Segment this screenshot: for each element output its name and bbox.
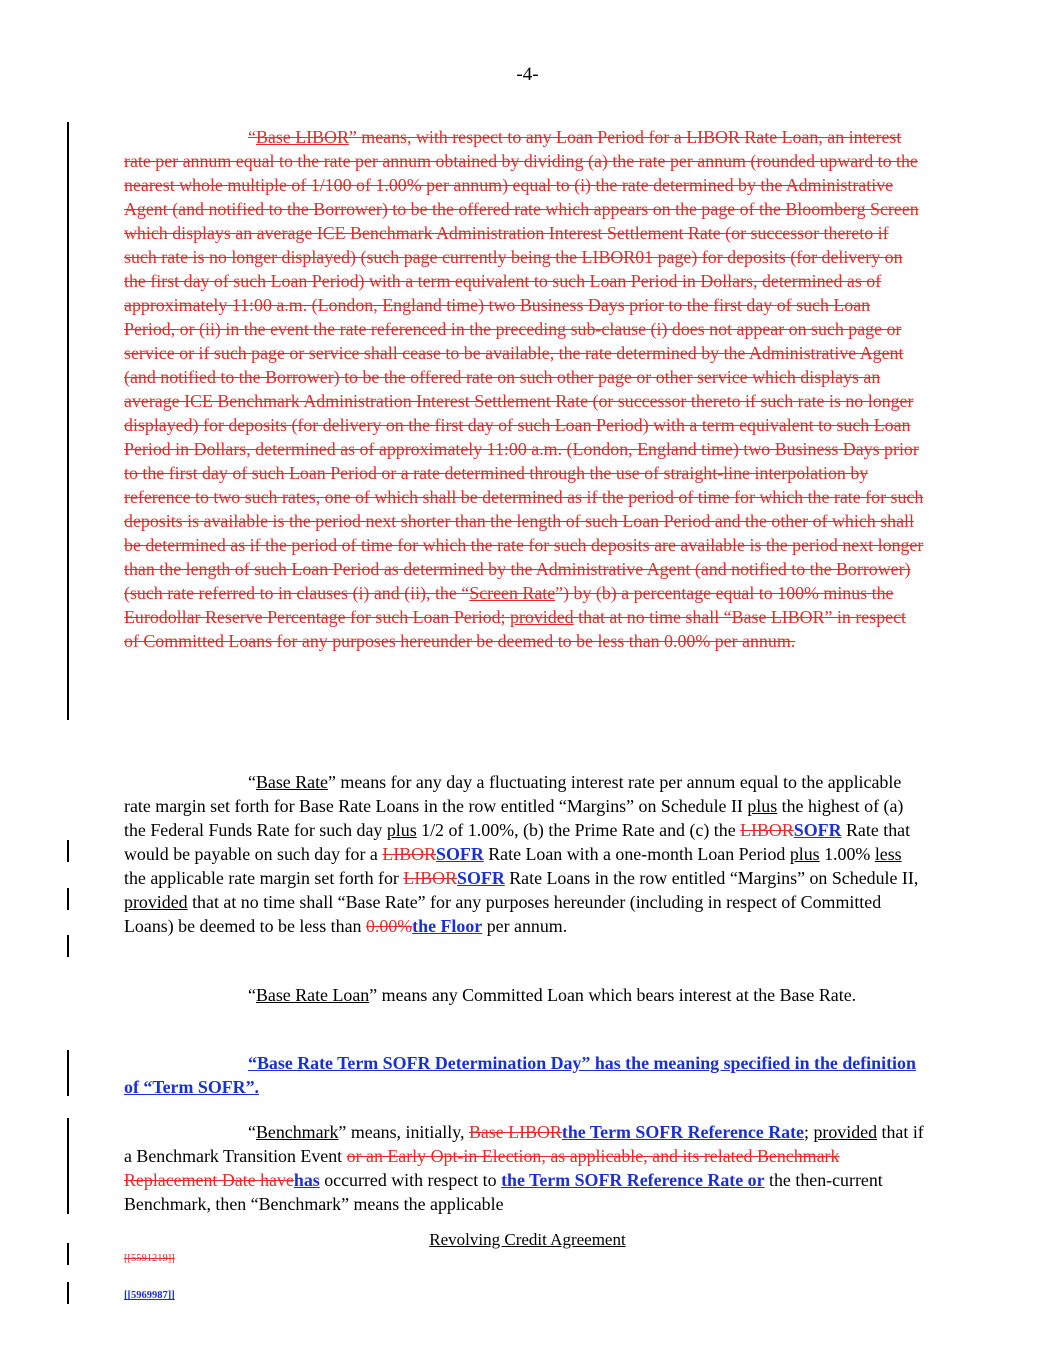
insertion: “Base Rate Term SOFR Determination Day” has the meaning specified in the definition of “Term SOFR”.: [124, 1053, 916, 1097]
deletion: LIBOR: [403, 868, 458, 888]
deletion: or an Early Opt-in Election, as applicable, and its related Benchmark Replacement Date have: [124, 1146, 840, 1190]
term-screen-rate: Screen Rate: [469, 583, 556, 603]
deletion: 0.00%: [365, 916, 413, 936]
deletion: LIBOR: [740, 820, 794, 840]
change-bar: [67, 840, 69, 862]
term-base-rate-loan: Base Rate Loan: [255, 985, 370, 1005]
insertion: has: [293, 1170, 320, 1190]
footer-document-title: Revolving Credit Agreement: [429, 1230, 626, 1249]
insertion: SOFR: [436, 844, 484, 864]
change-bar: [67, 1118, 69, 1214]
change-bar: [67, 935, 69, 957]
deletion: Base LIBOR: [468, 1122, 562, 1142]
old-document-id: [[5591219]]: [124, 1253, 175, 1264]
deletion: LIBOR: [382, 844, 437, 864]
definition-base-libor: “Base LIBOR” means, with respect to any Loan Period for a LIBOR Rate Loan, an interest rate per annum equal to the rate per annum obtained by dividing (a) the rate per annum (rounded upward to the nearest whole multiple of 1/100 of 1.00% per annum) equal to (i) the rate determined by the Administrative Agent (and notified to the Borrower) to be the offered rate which appears on the page of the Bloomberg Screen which displays an average ICE Benchmark Administration Interest Settlement Rate (or successor thereto if such rate is no longer displayed) (such page currently being the LIBOR01 page) for deposits (for delivery on the first day of such Loan Period) with a term equivalent to such Loan Period in Dollars, determined as of approximately 11:00 a.m. (London, England time) two Business Days prior to the first day of such Loan Period, or (ii) in the event the rate referenced in the preceding sub-clause (i) does not appear on such page or service or if such page or service shall cease to be available, the rate determined by the Administrative Agent (and notified to the Borrower) to be the offered rate on such other page or other service which displays an average ICE Benchmark Administration Interest Settlement Rate (or successor thereto if such rate is no longer displayed) for deposits (for delivery on the first day of such Loan Period) with a term equivalent to such Loan Period in Dollars, determined as of approximately 11:00 a.m. (London, England time) two Business Days prior to the first day of such Loan Period or a rate determined through the use of straight-line interpolation by reference to two such rates, one of which shall be determined as if the period of time for which the rate for such deposits is available is the period next shorter than the length of such Loan Period and the other of which shall be determined as if the period of time for which the rate for such deposits are available is the period next longer than the length of such Loan Period as determined by the Administrative Agent (and notified to the Borrower) (such rate referred to in clauses (i) and (ii), the “Screen Rate”) by (b) a percentage equal to 100% minus the Eurodollar Reserve Percentage for such Loan Period; provided that at no time shall “Base LIBOR” in respect of Committed Loans for any purposes hereunder be deemed to be less than 0.00% per annum.: [124, 127, 924, 651]
change-bar: [67, 1050, 69, 1096]
insertion: the Floor: [412, 916, 483, 936]
definition-base-rate: “Base Rate” means for any day a fluctuating interest rate per annum equal to the applicable rate margin set forth for Base Rate Loans in the row entitled “Margins” on Schedule II plus the highest of (a) the Federal Funds Rate for such day plus 1/2 of 1.00%, (b) the Prime Rate and (c) the LIBORSOFR Rate that would be payable on such day for a LIBORSOFR Rate Loan with a one-month Loan Period plus 1.00% less the applicable rate margin set forth for LIBORSOFR Rate Loans in the row entitled “Margins” on Schedule II, provided that at no time shall “Base Rate” for any purposes hereunder (including in respect of Committed Loans) be deemed to be less than 0.00%the Floor per annum.: [124, 772, 919, 936]
definition-base-rate-term-sofr-day: [124, 1051, 924, 1099]
insertion: the Term SOFR Reference Rate or: [501, 1170, 765, 1190]
change-bar: [67, 888, 69, 910]
new-document-id: [[5969987]]: [124, 1290, 175, 1301]
insertion: the Term SOFR Reference Rate: [561, 1122, 804, 1142]
definition-benchmark: “Benchmark” means, initially, Base LIBORthe Term SOFR Reference Rate; provided that if a Benchmark Transition Event or an Early Opt-in Election, as applicable, and its related Benchmark Replacement Date havehas occurred with respect to the Term SOFR Reference Rate or the then-current Benchmark, then “Benchmark” means the applicable: [124, 1122, 924, 1214]
term-base-libor: Base LIBOR: [255, 127, 349, 147]
definition-base-rate-loan: “Base Rate Loan” means any Committed Loan which bears interest at the Base Rate.: [248, 985, 857, 1005]
insertion: SOFR: [457, 868, 505, 888]
change-bar: [67, 1282, 69, 1304]
change-bar: [67, 122, 69, 720]
term-benchmark: Benchmark: [255, 1122, 339, 1142]
term-base-rate: Base Rate: [255, 772, 328, 792]
page-number: -4-: [516, 64, 539, 85]
insertion: SOFR: [793, 820, 842, 840]
